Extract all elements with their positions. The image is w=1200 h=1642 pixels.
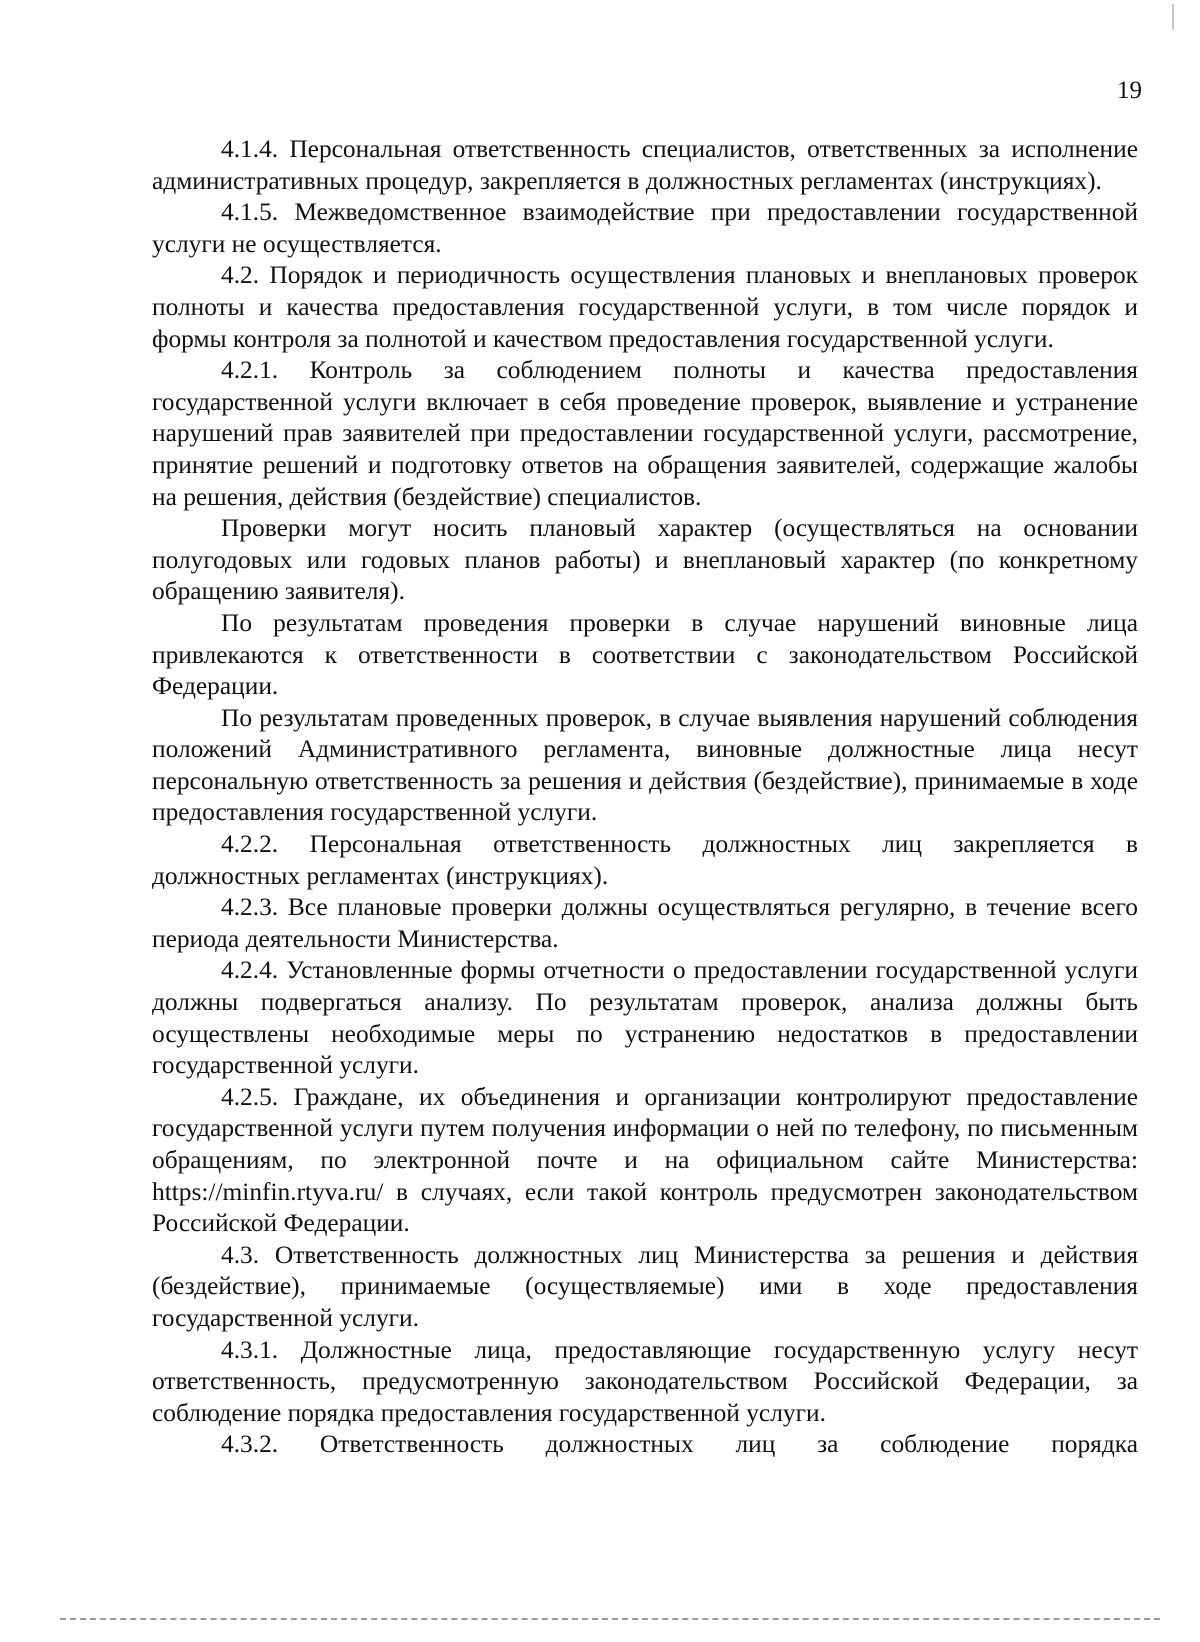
paragraph-4-3-1: 4.3.1. Должностные лица, предоставляющие государственную услугу несут ответственность, предусмотренную законодательством Российской Федерации, за соблюдение порядка предоставления государственной услуги. xyxy=(152,1335,1138,1427)
document-body xyxy=(152,134,1138,1461)
paragraph-4-1-5: 4.1.5. Межведомственное взаимодействие при предоставлении государственной услуги не осуществляется. xyxy=(152,198,1138,258)
paragraph-4-2-3: 4.2.3. Все плановые проверки должны осуществляться регулярно, в течение всего периода деятельности Министерства. xyxy=(152,893,1138,953)
paragraph-4-2: 4.2. Порядок и периодичность осуществления плановых и внеплановых проверок полноты и качества предоставления государственной услуги, в том числе порядок и формы контроля за полнотой и качеством предоставления государственной услуги. xyxy=(152,261,1138,353)
paragraph-inspection-results: По результатам проведения проверки в случае нарушений виновные лица привлекаются к ответственности в соответствии с законодательством Российской Федерации. xyxy=(152,608,1138,701)
paragraph-4-1-4: 4.1.4. Персональная ответственность специалистов, ответственных за исполнение административных процедур, закрепляется в должностных регламентах (инструкциях). xyxy=(152,135,1138,195)
paragraph-violations-liability: По результатам проведенных проверок, в случае выявления нарушений соблюдения положений Административного регламента, виновные должностные лица несут персональную ответственность за решения и действия (бездействие), принимаемые в ходе предоставления государственной услуги. xyxy=(152,703,1138,827)
paragraph-4-3-2: 4.3.2. Ответственность должностных лиц за соблюдение порядка xyxy=(221,1430,1138,1459)
page-number: 19 xyxy=(1117,77,1142,104)
paragraph-inspection-types: Проверки могут носить плановый характер (осуществляться на основании полугодовых или годовых планов работы) и внеплановый характер (по конкретному обращению заявителя). xyxy=(152,514,1138,606)
paragraph-4-2-4: 4.2.4. Установленные формы отчетности о предоставлении государственной услуги должны подвергаться анализу. По результатам проверок, анализа должны быть осуществлены необходимые меры по устранению недостатков в предоставлении государственной услуги. xyxy=(152,956,1138,1080)
scan-edge-mark xyxy=(1172,4,1174,30)
paragraph-4-2-5: 4.2.5. Граждане, их объединения и организации контролируют предоставление государственной услуги путем получения информации о ней по телефону, по письменным обращениям, по электронной почте и на официальном сайте Министерства: https://minfin.rtyva.ru/ в случаях, если такой контроль предусмотрен законодательством Российской Федерации. xyxy=(152,1082,1138,1238)
scan-edge-line xyxy=(60,1618,1160,1620)
paragraph-4-2-2: 4.2.2. Персональная ответственность должностных лиц закрепляется в должностных регламентах (инструкциях). xyxy=(152,830,1138,890)
paragraph-4-3: 4.3. Ответственность должностных лиц Министерства за решения и действия (бездействие), принимаемые (осуществляемые) ими в ходе предоставления государственной услуги. xyxy=(152,1240,1138,1332)
paragraph-4-2-1: 4.2.1. Контроль за соблюдением полноты и качества предоставления государственной услуги включает в себя проведение проверок, выявление и устранение нарушений прав заявителей при предоставлении государственной услуги, рассмотрение, принятие решений и подготовку ответов на обращения заявителей, содержащие жалобы на решения, действия (бездействие) специалистов. xyxy=(152,356,1138,511)
